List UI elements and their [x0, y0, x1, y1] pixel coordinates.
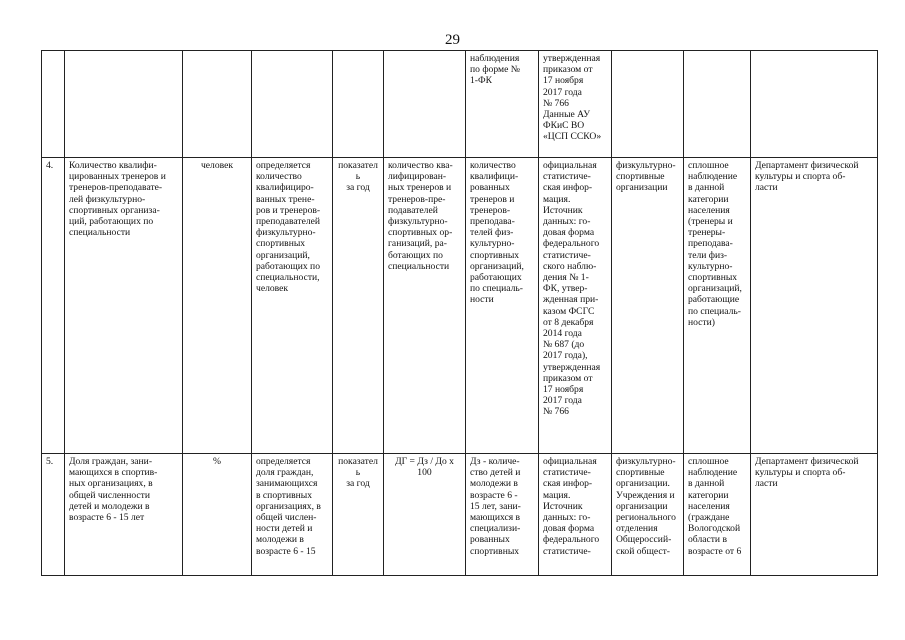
- indicator-name: Доля граждан, зани- мающихся в спортив- ных организациях, в общей численности детей и молодежи в возрасте 6 - 15 лет: [69, 456, 158, 524]
- observation-unit: физкультурно- спортивные организации. Учреждения и организации регионального отделения Общероссий- ской общест-: [616, 456, 676, 557]
- indicator-definition: [252, 51, 333, 158]
- observation-coverage: [684, 51, 751, 158]
- indicators-table: [41, 50, 878, 576]
- unit-of-measure: [183, 51, 252, 158]
- data-source: утвержденная приказом от 17 ноября 2017 года № 766 Данные АУ ФКиС ВО «ЦСП ССКО»: [539, 51, 612, 158]
- page-number: 29: [445, 32, 460, 48]
- unit-of-measure: %: [213, 456, 221, 467]
- row-number: [42, 51, 65, 158]
- observation-coverage: сплошное наблюдение в данной категории населения (граждане Вологодской области в возрасте от 6: [688, 456, 742, 557]
- indicator-name: [65, 51, 183, 158]
- basic-indicators: Дз - количе- ство детей и молодежи в возрасте 6 - 15 лет, зани- мающихся в специализи- рованных спортивных: [470, 456, 521, 557]
- row-number: 4.: [42, 158, 65, 454]
- calculation-formula: количество ква- лифицирован- ных тренеров и тренеров-пре- подавателей физкультурно- спортивных ор- ганизаций, ра- ботающих по специальности: [384, 158, 466, 454]
- time-period: показатель за год: [338, 456, 378, 490]
- basic-indicators: наблюдения по форме № 1-ФК: [466, 51, 539, 158]
- basic-indicators: количество квалифици- рованных тренеров и тренеров- преподава- телей физ- культурно- спортивных организаций, работающих по специаль- ности: [466, 158, 539, 454]
- indicator-definition: определяется доля граждан, занимающихся в спортивных организациях, в общей числен- ности детей и молодежи в возрасте 6 - 15: [256, 456, 321, 557]
- responsible-body: [751, 51, 878, 158]
- calculation-formula: ДГ = Дз / До х 100: [395, 456, 454, 479]
- responsible-body: Департамент физической культуры и спорта об- ласти: [755, 456, 859, 490]
- indicator-definition: определяется количество квалифициро- ванных трене- ров и тренеров- преподавателей физкультурно- спортивных организаций, работающих по специальности, человек: [252, 158, 333, 454]
- indicator-name: Количество квалифи- цированных тренеров и тренеров-преподавате- лей физкультурно- спортивных организа- ций, работающих по специальности: [65, 158, 183, 454]
- table-row: [42, 454, 878, 576]
- table-row: [42, 51, 878, 158]
- observation-unit: физкультурно- спортивные организации: [612, 158, 684, 454]
- time-period: показатель за год: [333, 158, 384, 454]
- calculation-formula: [384, 51, 466, 158]
- data-source: официальная статистиче- ская инфор- мация. Источник данных: го- довая форма федерального статистиче-: [543, 456, 600, 557]
- row-number: 5.: [46, 456, 54, 467]
- observation-unit: [612, 51, 684, 158]
- time-period: [333, 51, 384, 158]
- observation-coverage: сплошное наблюдение в данной категории населения (тренеры и тренеры- преподава- тели физ- культурно- спортивных организаций, работающие по специаль- ности): [684, 158, 751, 454]
- table-row: [42, 158, 878, 454]
- unit-of-measure: человек: [183, 158, 252, 454]
- responsible-body: Департамент физической культуры и спорта об- ласти: [751, 158, 878, 454]
- data-source: официальная статистиче- ская инфор- мация. Источник данных: го- довая форма федерального статистиче- ского наблю- дения № 1- ФК, утвер- жденная при- казом ФСГС от 8 декабря 2014 года № 687 (до 2017 года), утвержденная приказом от 17 ноября 2017 года № 766: [539, 158, 612, 454]
